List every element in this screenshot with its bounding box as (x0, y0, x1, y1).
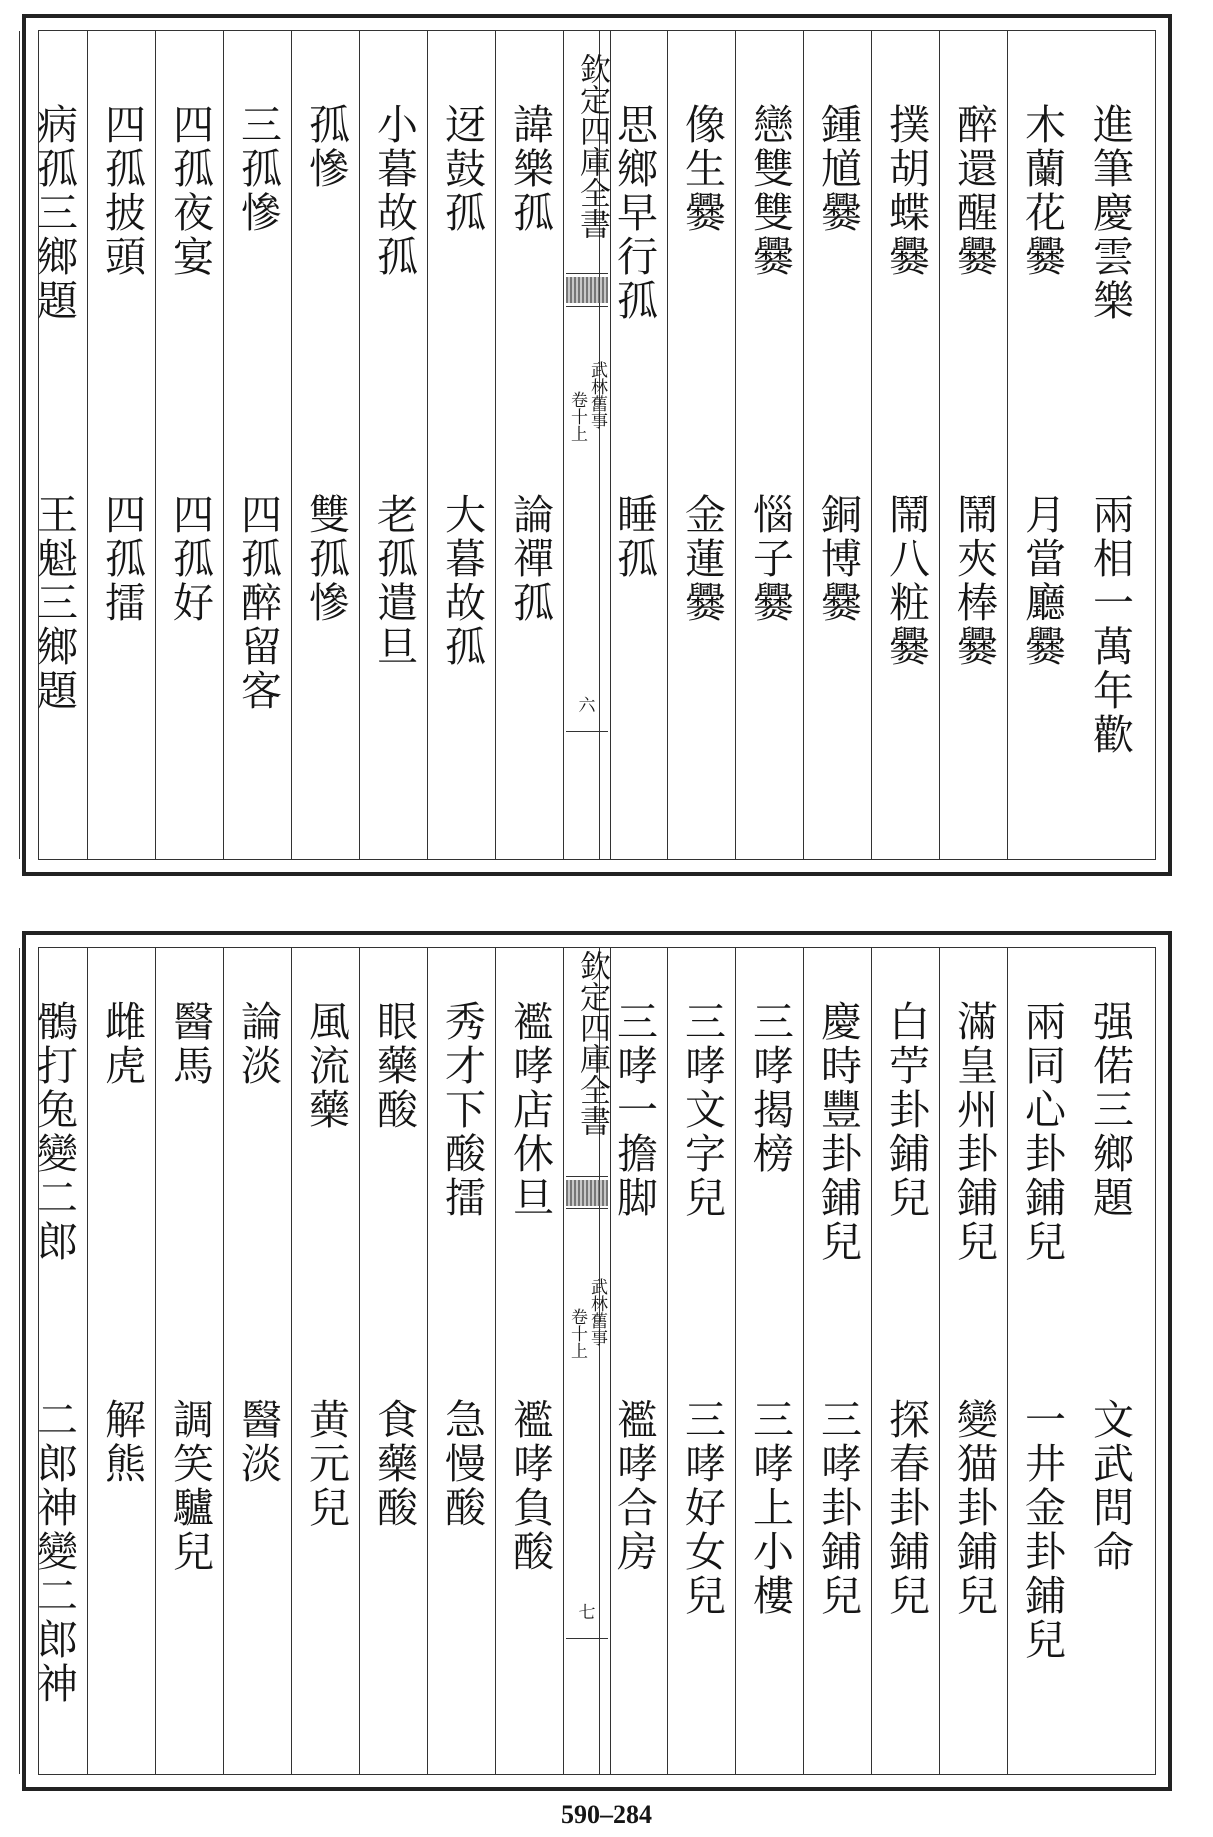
column-upper-text: 雌虎 (98, 1000, 146, 1088)
text-column (939, 948, 1007, 1774)
fishtail-mark (566, 1180, 608, 1206)
column-lower-text: 銅博爨 (814, 493, 862, 625)
fishtail-mark (566, 277, 608, 303)
column-upper-text: 醉還醒爨 (950, 103, 998, 279)
column-upper-text: 迓鼓孤 (438, 103, 486, 235)
column-upper-text: 四孤披頭 (98, 103, 146, 279)
column-lower-text: 王魁三鄉題 (30, 493, 78, 713)
column-lower-text: 四孤醉留客 (234, 493, 282, 713)
text-column (359, 948, 427, 1774)
column-upper-text: 諱樂孤 (506, 103, 554, 235)
column-upper-text: 四孤夜宴 (166, 103, 214, 279)
column-upper-text: 兩同心卦鋪兒 (1018, 1000, 1066, 1264)
column-upper-text: 戀雙雙爨 (746, 103, 794, 279)
text-column (667, 31, 735, 859)
column-upper-text: 白苧卦鋪兒 (882, 1000, 930, 1220)
column-upper-text: 像生爨 (678, 103, 726, 235)
column-lower-text: 探春卦鋪兒 (882, 1398, 930, 1618)
column-upper-text: 思鄉早行孤 (610, 103, 658, 323)
text-column (871, 31, 939, 859)
center-fold (563, 31, 611, 859)
column-lower-text: 三哮好女兒 (678, 1398, 726, 1618)
text-column (87, 948, 155, 1774)
column-lower-text: 變猫卦鋪兒 (950, 1398, 998, 1618)
book-title: 欽定四庫全書 (574, 53, 610, 239)
bottom-page (22, 931, 1172, 1791)
text-column (803, 948, 871, 1774)
fold-rule (566, 306, 608, 307)
text-column (155, 948, 223, 1774)
column-upper-text: 三哮一擔脚 (610, 1000, 658, 1220)
text-column (19, 948, 87, 1774)
column-lower-text: 醫淡 (234, 1398, 282, 1486)
column-lower-text: 老孤遣旦 (370, 493, 418, 669)
text-column (87, 31, 155, 859)
top-page (22, 14, 1172, 876)
column-upper-text: 慶時豐卦鋪兒 (814, 1000, 862, 1264)
text-column (427, 31, 495, 859)
column-lower-text: 四孤好 (166, 493, 214, 625)
column-lower-text: 鬧八粧爨 (882, 493, 930, 669)
column-lower-text: 月當廳爨 (1018, 493, 1066, 669)
text-column (939, 31, 1007, 859)
text-column (495, 31, 563, 859)
text-column (871, 948, 939, 1774)
text-column (223, 31, 291, 859)
text-column (155, 31, 223, 859)
fold-rule (566, 1638, 608, 1639)
column-upper-text: 病孤三鄉題 (30, 103, 78, 323)
bottom-page-frame (30, 947, 1156, 1775)
column-lower-text: 雙孤慘 (302, 493, 350, 625)
column-upper-text: 三孤慘 (234, 103, 282, 235)
text-column (223, 948, 291, 1774)
column-lower-text: 大暮故孤 (438, 493, 486, 669)
column-lower-text: 兩相一萬年歡 (1086, 493, 1134, 757)
column-lower-text: 睡孤 (610, 493, 658, 581)
fold-rule (566, 273, 608, 274)
column-upper-text: 强偌三鄉題 (1086, 1000, 1134, 1220)
source-title: 武林舊事 (587, 1278, 607, 1346)
text-column (495, 948, 563, 1774)
column-upper-text: 小暮故孤 (370, 103, 418, 279)
column-upper-text: 三哮文字兒 (678, 1000, 726, 1220)
text-column (427, 948, 495, 1774)
text-column (359, 31, 427, 859)
text-column (1075, 31, 1143, 859)
column-lower-text: 論禪孤 (506, 493, 554, 625)
column-lower-text: 解熊 (98, 1398, 146, 1486)
text-column (291, 948, 359, 1774)
column-lower-text: 襤哮負酸 (506, 1398, 554, 1574)
page-number: 六 (578, 696, 596, 716)
text-column (1075, 948, 1143, 1774)
column-upper-text: 三哮揭榜 (746, 1000, 794, 1176)
column-upper-text: 進筆慶雲樂 (1086, 103, 1134, 323)
column-lower-text: 金蓮爨 (678, 493, 726, 625)
volume-label: 卷十上 (567, 391, 587, 442)
column-upper-text: 風流藥 (302, 1000, 350, 1132)
plate-number: 590–284 (561, 1800, 652, 1829)
column-lower-text: 三哮上小樓 (746, 1398, 794, 1618)
column-upper-text: 醫馬 (166, 1000, 214, 1088)
column-upper-text: 論淡 (234, 1000, 282, 1088)
column-lower-text: 文武問命 (1086, 1398, 1134, 1574)
top-page-frame (30, 30, 1156, 860)
text-column (803, 31, 871, 859)
volume-label: 卷十上 (567, 1308, 587, 1359)
column-upper-text: 撲胡蝶爨 (882, 103, 930, 279)
text-column (291, 31, 359, 859)
fold-rule (566, 1176, 608, 1177)
column-lower-text: 黄元兒 (302, 1398, 350, 1530)
column-upper-text: 鶻打兔變二郎 (30, 1000, 78, 1264)
book-title: 欽定四庫全書 (574, 950, 610, 1136)
fold-rule (566, 731, 608, 732)
text-column (1007, 31, 1075, 859)
text-column (735, 31, 803, 859)
column-lower-text: 襤哮合房 (610, 1398, 658, 1574)
column-upper-text: 木蘭花爨 (1018, 103, 1066, 279)
column-upper-text: 滿皇州卦鋪兒 (950, 1000, 998, 1264)
column-lower-text: 二郎神變二郎神 (30, 1398, 78, 1706)
column-upper-text: 襤哮店休旦 (506, 1000, 554, 1220)
center-fold (563, 948, 611, 1774)
text-column (19, 31, 87, 859)
fold-rule (566, 1208, 608, 1209)
column-lower-text: 一井金卦鋪兒 (1018, 1398, 1066, 1662)
column-upper-text: 眼藥酸 (370, 1000, 418, 1132)
text-column (667, 948, 735, 1774)
column-lower-text: 調笑驢兒 (166, 1398, 214, 1574)
column-lower-text: 三哮卦鋪兒 (814, 1398, 862, 1618)
column-upper-text: 鍾馗爨 (814, 103, 862, 235)
column-upper-text: 秀才下酸擂 (438, 1000, 486, 1220)
column-upper-text: 孤慘 (302, 103, 350, 191)
source-title: 武林舊事 (587, 361, 607, 429)
column-lower-text: 鬧夾棒爨 (950, 493, 998, 669)
column-lower-text: 四孤擂 (98, 493, 146, 625)
text-column (1007, 948, 1075, 1774)
page-number: 七 (578, 1603, 596, 1623)
column-lower-text: 惱子爨 (746, 493, 794, 625)
column-lower-text: 食藥酸 (370, 1398, 418, 1530)
text-column (735, 948, 803, 1774)
column-lower-text: 急慢酸 (438, 1398, 486, 1530)
